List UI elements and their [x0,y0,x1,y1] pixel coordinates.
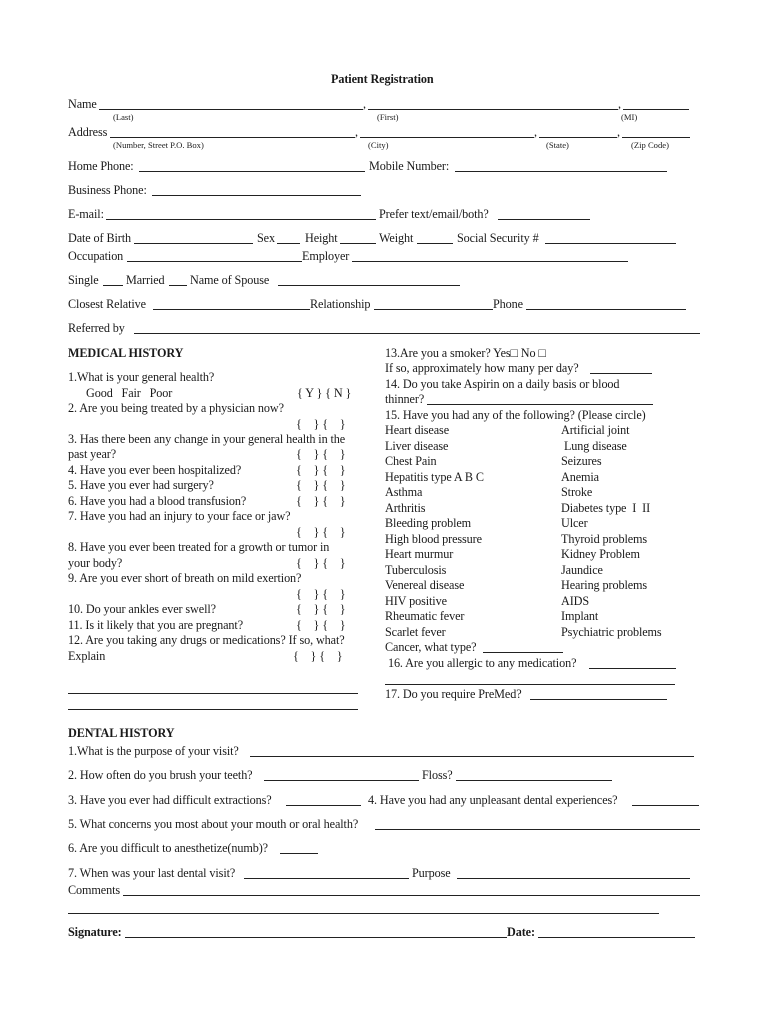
first-name-field[interactable] [368,109,618,110]
single-label: Single [68,273,99,287]
health-options[interactable]: Good Fair Poor [86,386,173,400]
med-q10: 10. Do your ankles ever swell? [68,602,216,616]
condition-item[interactable]: Artificial joint [561,423,630,437]
q2-answer[interactable]: { } { } [296,417,346,431]
relationship-label: Relationship [310,297,371,311]
employer-field[interactable] [352,261,628,262]
mobile-label: Mobile Number: [369,159,450,173]
last-visit-purpose-field[interactable] [457,878,690,879]
single-field[interactable] [103,285,123,286]
dental-q4: 4. Have you had any unpleasant dental experiences? [368,793,618,807]
experiences-field[interactable] [632,805,699,806]
brush-field[interactable] [264,780,419,781]
height-label: Height [305,231,338,245]
condition-item[interactable]: Heart disease [385,423,450,437]
comma: , [363,97,366,111]
last-visit-field[interactable] [244,878,409,879]
relationship-field[interactable] [374,309,493,310]
dental-q3: 3. Have you ever had difficult extractions? [68,793,272,807]
med-q16: 16. Are you allergic to any medication? [385,656,577,670]
medical-heading: MEDICAL HISTORY [68,346,184,360]
med-q9: 9. Are you ever short of breath on mild exertion? [68,571,302,585]
condition-item[interactable]: Kidney Problem [561,547,640,561]
condition-item[interactable]: Jaundice [561,563,603,577]
home-phone-field[interactable] [139,171,365,172]
anesthetize-field[interactable] [280,853,318,854]
med-q14-cont: thinner? [385,392,425,406]
state-caption: (State) [546,140,569,150]
med-q5: 5. Have you ever had surgery? [68,478,214,492]
city-field[interactable] [360,137,534,138]
spouse-label: Name of Spouse [190,273,270,287]
height-field[interactable] [340,243,376,244]
home-phone-label: Home Phone: [68,159,134,173]
med-q17: 17. Do you require PreMed? [385,687,522,701]
allergy-field[interactable] [589,668,676,669]
condition-item[interactable]: Asthma [385,485,423,499]
concerns-field[interactable] [375,829,700,830]
signature-field[interactable] [125,937,507,938]
allergy-field-cont[interactable] [385,684,675,685]
extractions-field[interactable] [286,805,361,806]
condition-item[interactable]: Seizures [561,454,602,468]
purpose-label: Purpose [412,866,451,880]
phone-label: Phone [493,297,523,311]
med-q7: 7. Have you had an injury to your face or jaw? [68,509,291,523]
state-field[interactable] [539,137,617,138]
dental-heading: DENTAL HISTORY [68,726,175,740]
med-q11: 11. Is it likely that you are pregnant? [68,618,244,632]
referred-label: Referred by [68,321,125,335]
zip-caption: (Zip Code) [631,140,669,150]
med-q12: 12. Are you taking any drugs or medications? If so, what? [68,633,345,647]
date-field[interactable] [538,937,695,938]
condition-item[interactable]: Tuberculosis [385,563,447,577]
med-q8-cont: your body? [68,556,123,570]
q8-answer[interactable]: { } { } [296,556,346,570]
q3-answer[interactable]: { } { } [296,447,346,461]
occupation-label: Occupation [68,249,124,263]
condition-item[interactable]: HIV positive [385,594,447,608]
med-q4: 4. Have you ever been hospitalized? [68,463,242,477]
email-label: E-mail: [68,207,104,221]
relative-phone-field[interactable] [526,309,686,310]
smoke-amount-field[interactable] [590,373,652,374]
street-field[interactable] [110,137,355,138]
business-phone-label: Business Phone: [68,183,147,197]
dental-q6: 6. Are you difficult to anesthetize(numb)? [68,841,268,855]
med-q2: 2. Are you being treated by a physician now? [68,401,284,415]
premed-field[interactable] [530,699,667,700]
condition-item[interactable]: Hepatitis type A B C [385,470,484,484]
occupation-field[interactable] [127,261,302,262]
date-label: Date: [507,925,535,939]
condition-item[interactable]: Arthritis [385,501,426,515]
spouse-field[interactable] [278,285,460,286]
relative-label: Closest Relative [68,297,146,311]
condition-item[interactable]: Implant [561,609,599,623]
name-label: Name [68,97,97,111]
condition-item[interactable]: Liver disease [385,439,449,453]
explain-line[interactable] [68,709,358,710]
dental-q5: 5. What concerns you most about your mouth or oral health? [68,817,359,831]
sex-field[interactable] [277,243,300,244]
city-caption: (City) [368,140,389,150]
condition-item[interactable]: Chest Pain [385,454,437,468]
q10-answer[interactable]: { } { } [296,602,346,616]
address-label: Address [68,125,108,139]
med-q15: 15. Have you had any of the following? (Please circle) [385,408,646,422]
sex-label: Sex [257,231,275,245]
condition-item[interactable]: Thyroid problems [561,532,648,546]
comma: , [617,125,620,139]
comments-field[interactable] [123,895,700,896]
condition-item[interactable]: Diabetes type I II [561,501,651,515]
last-caption: (Last) [113,112,134,122]
floss-field[interactable] [456,780,612,781]
dental-q2: 2. How often do you brush your teeth? [68,768,253,782]
visit-purpose-field[interactable] [250,756,694,757]
q9-answer[interactable]: { } { } [296,587,346,601]
med-q12-explain: Explain [68,649,106,663]
condition-item[interactable]: AIDS [561,594,590,608]
condition-item[interactable]: Bleeding problem [385,516,472,530]
q4-answer[interactable]: { } { } [296,463,346,477]
med-q3-cont: past year? [68,447,117,461]
condition-item[interactable]: Heart murmur [385,547,454,561]
comments-label: Comments [68,883,121,897]
dob-label: Date of Birth [68,231,132,245]
comma: , [618,97,621,111]
business-phone-field[interactable] [152,195,361,196]
comments-field-cont[interactable] [68,913,659,914]
cancer-label: Cancer, what type? [385,640,477,654]
ssn-label: Social Security # [457,231,539,245]
condition-item[interactable]: Scarlet fever [385,625,446,639]
condition-item[interactable]: Psychiatric problems [561,625,662,639]
comma: , [534,125,537,139]
mi-caption: (MI) [621,112,638,122]
email-field[interactable] [106,219,376,220]
med-q6: 6. Have you had a blood transfusion? [68,494,247,508]
med-q14: 14. Do you take Aspirin on a daily basis or blood [385,377,620,391]
condition-item[interactable]: Venereal disease [385,578,465,592]
q6-answer[interactable]: { } { } [296,494,346,508]
street-caption: (Number, Street P.O. Box) [113,140,204,150]
prefer-label: Prefer text/email/both? [379,207,489,221]
relative-field[interactable] [153,309,310,310]
q11-answer[interactable]: { } { } [296,618,346,632]
condition-item[interactable]: High blood pressure [385,532,482,546]
q5-answer[interactable]: { } { } [296,478,346,492]
floss-label: Floss? [422,768,453,782]
comma: , [355,125,358,139]
dental-q7: 7. When was your last dental visit? [68,866,236,880]
med-q13-amount: If so, approximately how many per day? [385,361,579,375]
last-name-field[interactable] [99,109,363,110]
med-q1: 1.What is your general health? [68,370,215,384]
married-label: Married [126,273,165,287]
q12-answer[interactable]: { } { } [293,649,343,663]
condition-item[interactable]: Anemia [561,470,599,484]
condition-item[interactable]: Lung disease [561,439,627,453]
page-title: Patient Registration [331,72,434,86]
q7-answer[interactable]: { } { } [296,525,346,539]
mobile-field[interactable] [455,171,667,172]
weight-field[interactable] [417,243,453,244]
condition-item[interactable]: Hearing problems [561,578,648,592]
med-q8: 8. Have you ever been treated for a growth or tumor in [68,540,330,554]
first-caption: (First) [377,112,399,122]
yes-no-header: { Y } { N } [297,386,352,400]
condition-item[interactable]: Rheumatic fever [385,609,465,623]
med-q3: 3. Has there been any change in your general health in the [68,432,346,446]
mi-field[interactable] [623,109,689,110]
employer-label: Employer [302,249,350,263]
dob-field[interactable] [134,243,253,244]
med-q13[interactable]: 13.Are you a smoker? Yes□ No □ [385,346,546,360]
dental-q1: 1.What is the purpose of your visit? [68,744,239,758]
condition-item[interactable]: Stroke [561,485,593,499]
ssn-field[interactable] [545,243,676,244]
prefer-field[interactable] [498,219,590,220]
cancer-field[interactable] [483,652,563,653]
married-field[interactable] [169,285,187,286]
explain-line[interactable] [68,693,358,694]
condition-item[interactable]: Ulcer [561,516,588,530]
aspirin-field[interactable] [427,404,653,405]
signature-label: Signature: [68,925,122,939]
weight-label: Weight [379,231,414,245]
referred-field[interactable] [134,333,700,334]
zip-field[interactable] [622,137,690,138]
